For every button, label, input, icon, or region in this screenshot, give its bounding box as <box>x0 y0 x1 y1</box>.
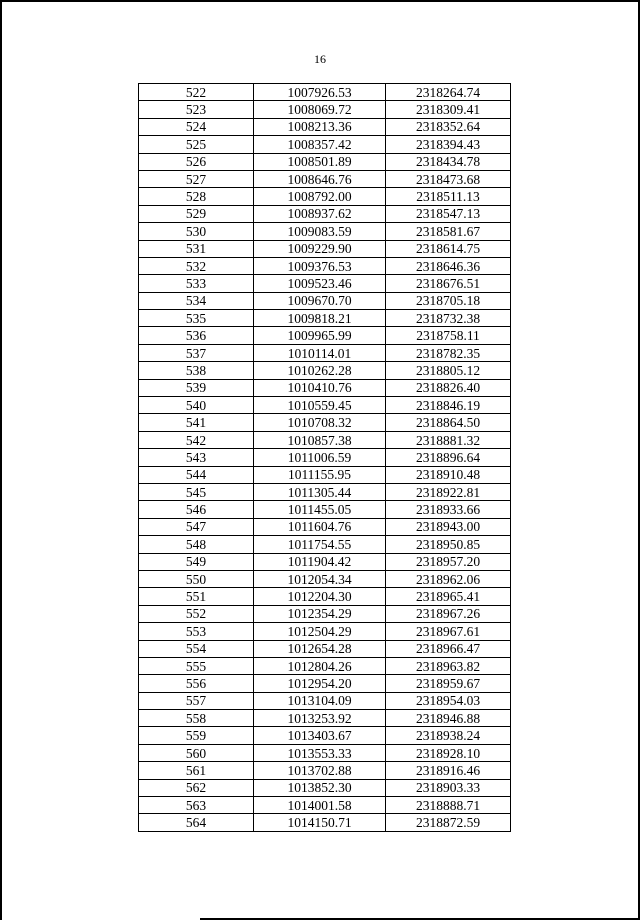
point-number-cell: 536 <box>139 327 254 344</box>
point-number-cell: 563 <box>139 797 254 814</box>
point-number-cell: 545 <box>139 483 254 500</box>
table-row <box>139 153 511 170</box>
coordinate-table <box>138 83 511 832</box>
point-number-cell: 555 <box>139 657 254 674</box>
x-coordinate-cell: 1010857.38 <box>254 431 386 448</box>
point-number-cell: 549 <box>139 553 254 570</box>
table-row <box>139 501 511 518</box>
y-coordinate-cell: 2318965.41 <box>386 588 511 605</box>
x-coordinate-cell: 1011305.44 <box>254 483 386 500</box>
point-number-cell: 551 <box>139 588 254 605</box>
y-coordinate-cell: 2318826.40 <box>386 379 511 396</box>
point-number-cell: 550 <box>139 570 254 587</box>
table-row <box>139 536 511 553</box>
table-row <box>139 223 511 240</box>
table-row <box>139 710 511 727</box>
x-coordinate-cell: 1012654.28 <box>254 640 386 657</box>
x-coordinate-cell: 1008792.00 <box>254 188 386 205</box>
point-number-cell: 528 <box>139 188 254 205</box>
point-number-cell: 559 <box>139 727 254 744</box>
y-coordinate-cell: 2318846.19 <box>386 397 511 414</box>
table-row <box>139 205 511 222</box>
table-row <box>139 397 511 414</box>
table-row <box>139 84 511 101</box>
table-row <box>139 553 511 570</box>
table-row <box>139 118 511 135</box>
point-number-cell: 554 <box>139 640 254 657</box>
y-coordinate-cell: 2318938.24 <box>386 727 511 744</box>
x-coordinate-cell: 1014150.71 <box>254 814 386 831</box>
y-coordinate-cell: 2318352.64 <box>386 118 511 135</box>
x-coordinate-cell: 1009229.90 <box>254 240 386 257</box>
point-number-cell: 556 <box>139 675 254 692</box>
table-row <box>139 814 511 831</box>
y-coordinate-cell: 2318676.51 <box>386 275 511 292</box>
x-coordinate-cell: 1009670.70 <box>254 292 386 309</box>
x-coordinate-cell: 1010559.45 <box>254 397 386 414</box>
coordinate-table-body <box>139 84 511 832</box>
y-coordinate-cell: 2318872.59 <box>386 814 511 831</box>
x-coordinate-cell: 1009965.99 <box>254 327 386 344</box>
x-coordinate-cell: 1011904.42 <box>254 553 386 570</box>
point-number-cell: 552 <box>139 605 254 622</box>
point-number-cell: 535 <box>139 310 254 327</box>
x-coordinate-cell: 1014001.58 <box>254 797 386 814</box>
y-coordinate-cell: 2318614.75 <box>386 240 511 257</box>
x-coordinate-cell: 1012054.34 <box>254 570 386 587</box>
point-number-cell: 530 <box>139 223 254 240</box>
y-coordinate-cell: 2318758.11 <box>386 327 511 344</box>
x-coordinate-cell: 1008069.72 <box>254 101 386 118</box>
point-number-cell: 544 <box>139 466 254 483</box>
x-coordinate-cell: 1013403.67 <box>254 727 386 744</box>
table-row <box>139 188 511 205</box>
x-coordinate-cell: 1009083.59 <box>254 223 386 240</box>
table-row <box>139 466 511 483</box>
point-number-cell: 532 <box>139 257 254 274</box>
y-coordinate-cell: 2318434.78 <box>386 153 511 170</box>
y-coordinate-cell: 2318547.13 <box>386 205 511 222</box>
table-row <box>139 570 511 587</box>
point-number-cell: 557 <box>139 692 254 709</box>
x-coordinate-cell: 1012804.26 <box>254 657 386 674</box>
x-coordinate-cell: 1007926.53 <box>254 84 386 101</box>
y-coordinate-cell: 2318646.36 <box>386 257 511 274</box>
page-number: 16 <box>314 52 326 66</box>
table-row <box>139 275 511 292</box>
point-number-cell: 562 <box>139 779 254 796</box>
point-number-cell: 537 <box>139 344 254 361</box>
point-number-cell: 522 <box>139 84 254 101</box>
point-number-cell: 531 <box>139 240 254 257</box>
table-row <box>139 136 511 153</box>
table-row <box>139 101 511 118</box>
y-coordinate-cell: 2318896.64 <box>386 449 511 466</box>
table-row <box>139 727 511 744</box>
point-number-cell: 553 <box>139 623 254 640</box>
y-coordinate-cell: 2318864.50 <box>386 414 511 431</box>
x-coordinate-cell: 1011754.55 <box>254 536 386 553</box>
y-coordinate-cell: 2318962.06 <box>386 570 511 587</box>
table-row <box>139 414 511 431</box>
x-coordinate-cell: 1013253.92 <box>254 710 386 727</box>
x-coordinate-cell: 1012354.29 <box>254 605 386 622</box>
table-row <box>139 170 511 187</box>
table-row <box>139 692 511 709</box>
x-coordinate-cell: 1008357.42 <box>254 136 386 153</box>
y-coordinate-cell: 2318963.82 <box>386 657 511 674</box>
table-row <box>139 327 511 344</box>
y-coordinate-cell: 2318922.81 <box>386 483 511 500</box>
point-number-cell: 541 <box>139 414 254 431</box>
point-number-cell: 546 <box>139 501 254 518</box>
point-number-cell: 543 <box>139 449 254 466</box>
y-coordinate-cell: 2318967.26 <box>386 605 511 622</box>
x-coordinate-cell: 1010708.32 <box>254 414 386 431</box>
point-number-cell: 547 <box>139 518 254 535</box>
y-coordinate-cell: 2318943.00 <box>386 518 511 535</box>
y-coordinate-cell: 2318928.10 <box>386 744 511 761</box>
table-row <box>139 588 511 605</box>
x-coordinate-cell: 1008213.36 <box>254 118 386 135</box>
table-row <box>139 605 511 622</box>
point-number-cell: 526 <box>139 153 254 170</box>
x-coordinate-cell: 1013852.30 <box>254 779 386 796</box>
point-number-cell: 525 <box>139 136 254 153</box>
x-coordinate-cell: 1008937.62 <box>254 205 386 222</box>
table-row <box>139 640 511 657</box>
y-coordinate-cell: 2318903.33 <box>386 779 511 796</box>
point-number-cell: 542 <box>139 431 254 448</box>
x-coordinate-cell: 1011155.95 <box>254 466 386 483</box>
y-coordinate-cell: 2318916.46 <box>386 762 511 779</box>
table-row <box>139 292 511 309</box>
y-coordinate-cell: 2318910.48 <box>386 466 511 483</box>
y-coordinate-cell: 2318967.61 <box>386 623 511 640</box>
table-row <box>139 257 511 274</box>
y-coordinate-cell: 2318957.20 <box>386 553 511 570</box>
x-coordinate-cell: 1008646.76 <box>254 170 386 187</box>
x-coordinate-cell: 1011455.05 <box>254 501 386 518</box>
point-number-cell: 527 <box>139 170 254 187</box>
point-number-cell: 539 <box>139 379 254 396</box>
y-coordinate-cell: 2318732.38 <box>386 310 511 327</box>
y-coordinate-cell: 2318959.67 <box>386 675 511 692</box>
table-row <box>139 744 511 761</box>
y-coordinate-cell: 2318946.88 <box>386 710 511 727</box>
x-coordinate-cell: 1010114.01 <box>254 344 386 361</box>
point-number-cell: 529 <box>139 205 254 222</box>
x-coordinate-cell: 1009818.21 <box>254 310 386 327</box>
y-coordinate-cell: 2318581.67 <box>386 223 511 240</box>
y-coordinate-cell: 2318782.35 <box>386 344 511 361</box>
x-coordinate-cell: 1011006.59 <box>254 449 386 466</box>
table-row <box>139 344 511 361</box>
x-coordinate-cell: 1013702.88 <box>254 762 386 779</box>
y-coordinate-cell: 2318881.32 <box>386 431 511 448</box>
y-coordinate-cell: 2318933.66 <box>386 501 511 518</box>
table-row <box>139 779 511 796</box>
x-coordinate-cell: 1012954.20 <box>254 675 386 692</box>
table-row <box>139 675 511 692</box>
y-coordinate-cell: 2318805.12 <box>386 362 511 379</box>
table-row <box>139 362 511 379</box>
table-row <box>139 623 511 640</box>
y-coordinate-cell: 2318966.47 <box>386 640 511 657</box>
table-row <box>139 449 511 466</box>
table-row <box>139 310 511 327</box>
x-coordinate-cell: 1012204.30 <box>254 588 386 605</box>
point-number-cell: 558 <box>139 710 254 727</box>
table-row <box>139 657 511 674</box>
table-row <box>139 240 511 257</box>
page-border-top <box>0 0 640 2</box>
y-coordinate-cell: 2318309.41 <box>386 101 511 118</box>
point-number-cell: 534 <box>139 292 254 309</box>
point-number-cell: 560 <box>139 744 254 761</box>
point-number-cell: 533 <box>139 275 254 292</box>
table-row <box>139 483 511 500</box>
point-number-cell: 548 <box>139 536 254 553</box>
point-number-cell: 524 <box>139 118 254 135</box>
point-number-cell: 540 <box>139 397 254 414</box>
table-row <box>139 431 511 448</box>
page-border-left <box>0 0 2 920</box>
x-coordinate-cell: 1009523.46 <box>254 275 386 292</box>
table-row <box>139 762 511 779</box>
y-coordinate-cell: 2318473.68 <box>386 170 511 187</box>
x-coordinate-cell: 1010410.76 <box>254 379 386 396</box>
point-number-cell: 538 <box>139 362 254 379</box>
y-coordinate-cell: 2318705.18 <box>386 292 511 309</box>
x-coordinate-cell: 1008501.89 <box>254 153 386 170</box>
x-coordinate-cell: 1011604.76 <box>254 518 386 535</box>
y-coordinate-cell: 2318394.43 <box>386 136 511 153</box>
x-coordinate-cell: 1009376.53 <box>254 257 386 274</box>
x-coordinate-cell: 1013553.33 <box>254 744 386 761</box>
y-coordinate-cell: 2318511.13 <box>386 188 511 205</box>
point-number-cell: 523 <box>139 101 254 118</box>
y-coordinate-cell: 2318264.74 <box>386 84 511 101</box>
table-row <box>139 797 511 814</box>
y-coordinate-cell: 2318950.85 <box>386 536 511 553</box>
point-number-cell: 561 <box>139 762 254 779</box>
x-coordinate-cell: 1010262.28 <box>254 362 386 379</box>
x-coordinate-cell: 1013104.09 <box>254 692 386 709</box>
table-row <box>139 518 511 535</box>
x-coordinate-cell: 1012504.29 <box>254 623 386 640</box>
y-coordinate-cell: 2318888.71 <box>386 797 511 814</box>
point-number-cell: 564 <box>139 814 254 831</box>
y-coordinate-cell: 2318954.03 <box>386 692 511 709</box>
table-row <box>139 379 511 396</box>
